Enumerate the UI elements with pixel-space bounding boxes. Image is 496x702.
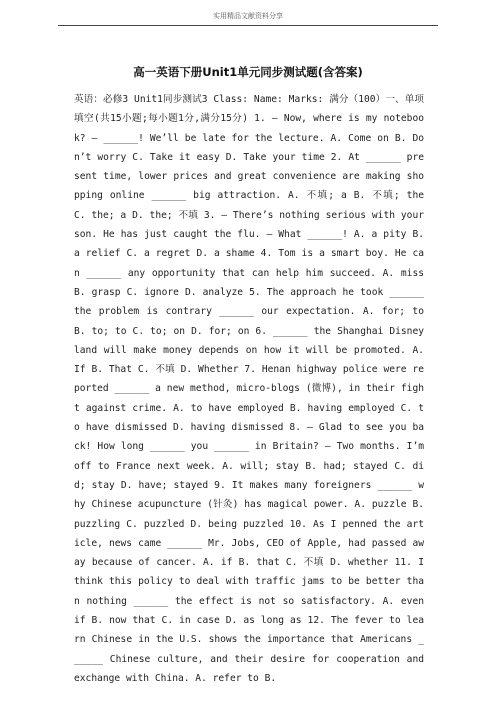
page-header: 实用精品文献资料分享 [213,12,283,20]
header-divider [58,25,438,26]
document-title: 高一英语下册Unit1单元同步测试题(含答案) [133,65,363,79]
document-body: 英语：必修3 Unit1同步测试3 Class: Name: Marks: 满分（100）一、单项填空(共15小题;每小题1分,满分15分) 1. — Now, where is my notebook? — ______! We’ll be late for the lecture. A. Come on B. Don’t worry C. Take it easy D. Take your time 2. At ______ present time, lower prices and great convenience are making shopping online ______ big attraction. A. 不填; a B. 不填; the C. the; a D. the; 不填 3. — There’s nothing serious with your son. He has just caught the flu. — What ______! A. a pity B. a relief C. a regret D. a shame 4. Tom is a smart boy. He can ______ any opportunity that can help him succeed. A. miss B. grasp C. ignore D. analyze 5. The approach he took ______ the problem is contrary ______ our expectation. A. for; to B. to; to C. to; on D. for; on 6. ______ the Shanghai Disneyland will make money depends on how it will be promoted. A. If B. That C. 不填 D. Whether 7. Henan highway police were reported ______ a new method, micro-blogs (微博), in their fight against crime. A. to have employed B. having employed C. to have dismissed D. having dismissed 8. — Glad to see you back! How long ______ you ______ in Britain? — Two months. I’m off to France next week. A. will; stay B. had; stayed C. did; stay D. have; stayed 9. It makes many foreigners ______ why Chinese acupuncture (针灸) has magical power. A. puzzle B. puzzling C. puzzled D. being puzzled 10. As I penned the article, news came ______ Mr. Jobs, CEO of Apple, had passed away because of cancer. A. if B. that C. 不填 D. whether 11. I think this policy to deal with traffic jams to be better than nothing ______ the effect is not so satisfactory. A. even if B. now that C. in case D. as long as 12. The fever to learn Chinese in the U.S. shows the importance that Americans ______ Chinese culture, and their desire for cooperation and exchange with China. A. refer to B. [74,94,424,684]
